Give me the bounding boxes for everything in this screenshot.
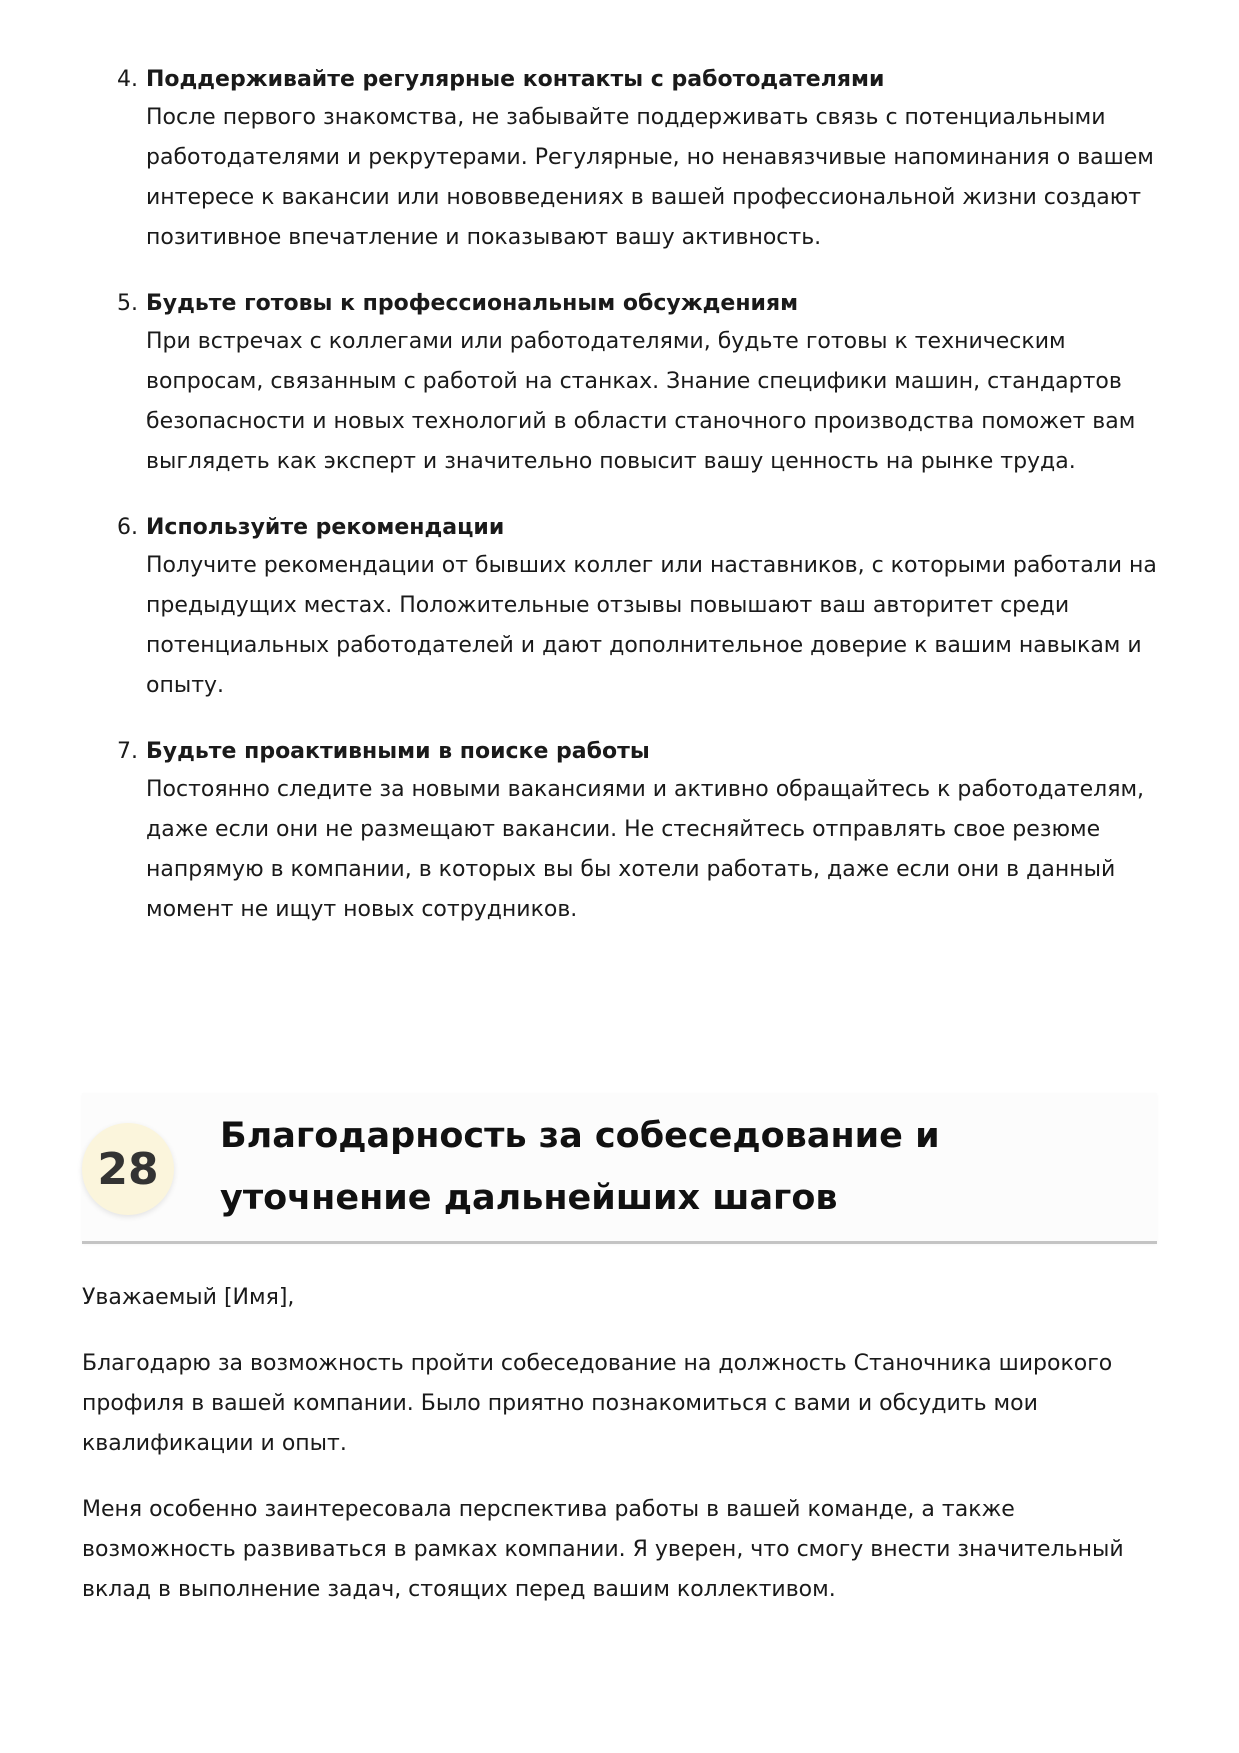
- list-item: [110, 62, 1160, 258]
- list-item-text: Получите рекомендации от бывших коллег или наставников, с которыми работали на предыдущих местах. Положительные отзывы повышают ваш авторитет среди потенциальных работодателей и дают дополнительное доверие к вашим навыкам и опыту.: [146, 553, 1157, 698]
- list-item-title: Используйте рекомендации: [146, 515, 505, 540]
- letter-paragraph: Меня особенно заинтересовала перспектива работы в вашей команде, а также возможность развиваться в рамках компании. Я уверен, что смогу внести значительный вклад в выполнение задач, стоящих перед вашим коллективом.: [82, 1497, 1124, 1602]
- list-item-number: 5.: [117, 291, 138, 316]
- list-item: [110, 734, 1160, 930]
- list-item-text: После первого знакомства, не забывайте поддерживать связь с потенциальными работодателями и рекрутерами. Регулярные, но ненавязчивые напоминания о вашем интересе к вакансии или нововведениях в вашей профессиональной жизни создают позитивное впечатление и показывают вашу активность.: [146, 105, 1154, 250]
- letter-paragraph: Благодарю за возможность пройти собеседование на должность Станочника широкого профиля в вашей компании. Было приятно познакомиться с вами и обсудить мои квалификации и опыт.: [82, 1351, 1113, 1456]
- list-item-number: 4.: [117, 67, 138, 92]
- list-item-title: Будьте проактивными в поиске работы: [146, 739, 650, 764]
- letter-body: [82, 1278, 1157, 1636]
- list-item-text: При встречах с коллегами или работодателями, будьте готовы к техническим вопросам, связанным с работой на станках. Знание специфики машин, стандартов безопасности и новых технологий в области станочного производства поможет вам выглядеть как эксперт и значительно повысит вашу ценность на рынке труда.: [146, 329, 1136, 474]
- list-item-number: 7.: [117, 739, 138, 764]
- letter-greeting: Уважаемый [Имя],: [82, 1285, 295, 1310]
- section-title: Благодарность за собеседование и уточнение дальнейших шагов: [220, 1116, 940, 1218]
- list-item-text: Постоянно следите за новыми вакансиями и активно обращайтесь к работодателям, даже если они не размещают вакансии. Не стесняйтесь отправлять свое резюме напрямую в компании, в которых вы бы хотели работать, даже если они в данный момент не ищут новых сотрудников.: [146, 777, 1145, 922]
- list-item-number: 6.: [117, 515, 138, 540]
- section-header: [82, 1093, 1157, 1244]
- list-item: [110, 510, 1160, 706]
- tips-list: [110, 62, 1160, 958]
- list-item-title: Поддерживайте регулярные контакты с работодателями: [146, 67, 885, 92]
- list-item-title: Будьте готовы к профессиональным обсуждениям: [146, 291, 799, 316]
- list-item: [110, 286, 1160, 482]
- section-number-badge: 28: [82, 1123, 174, 1215]
